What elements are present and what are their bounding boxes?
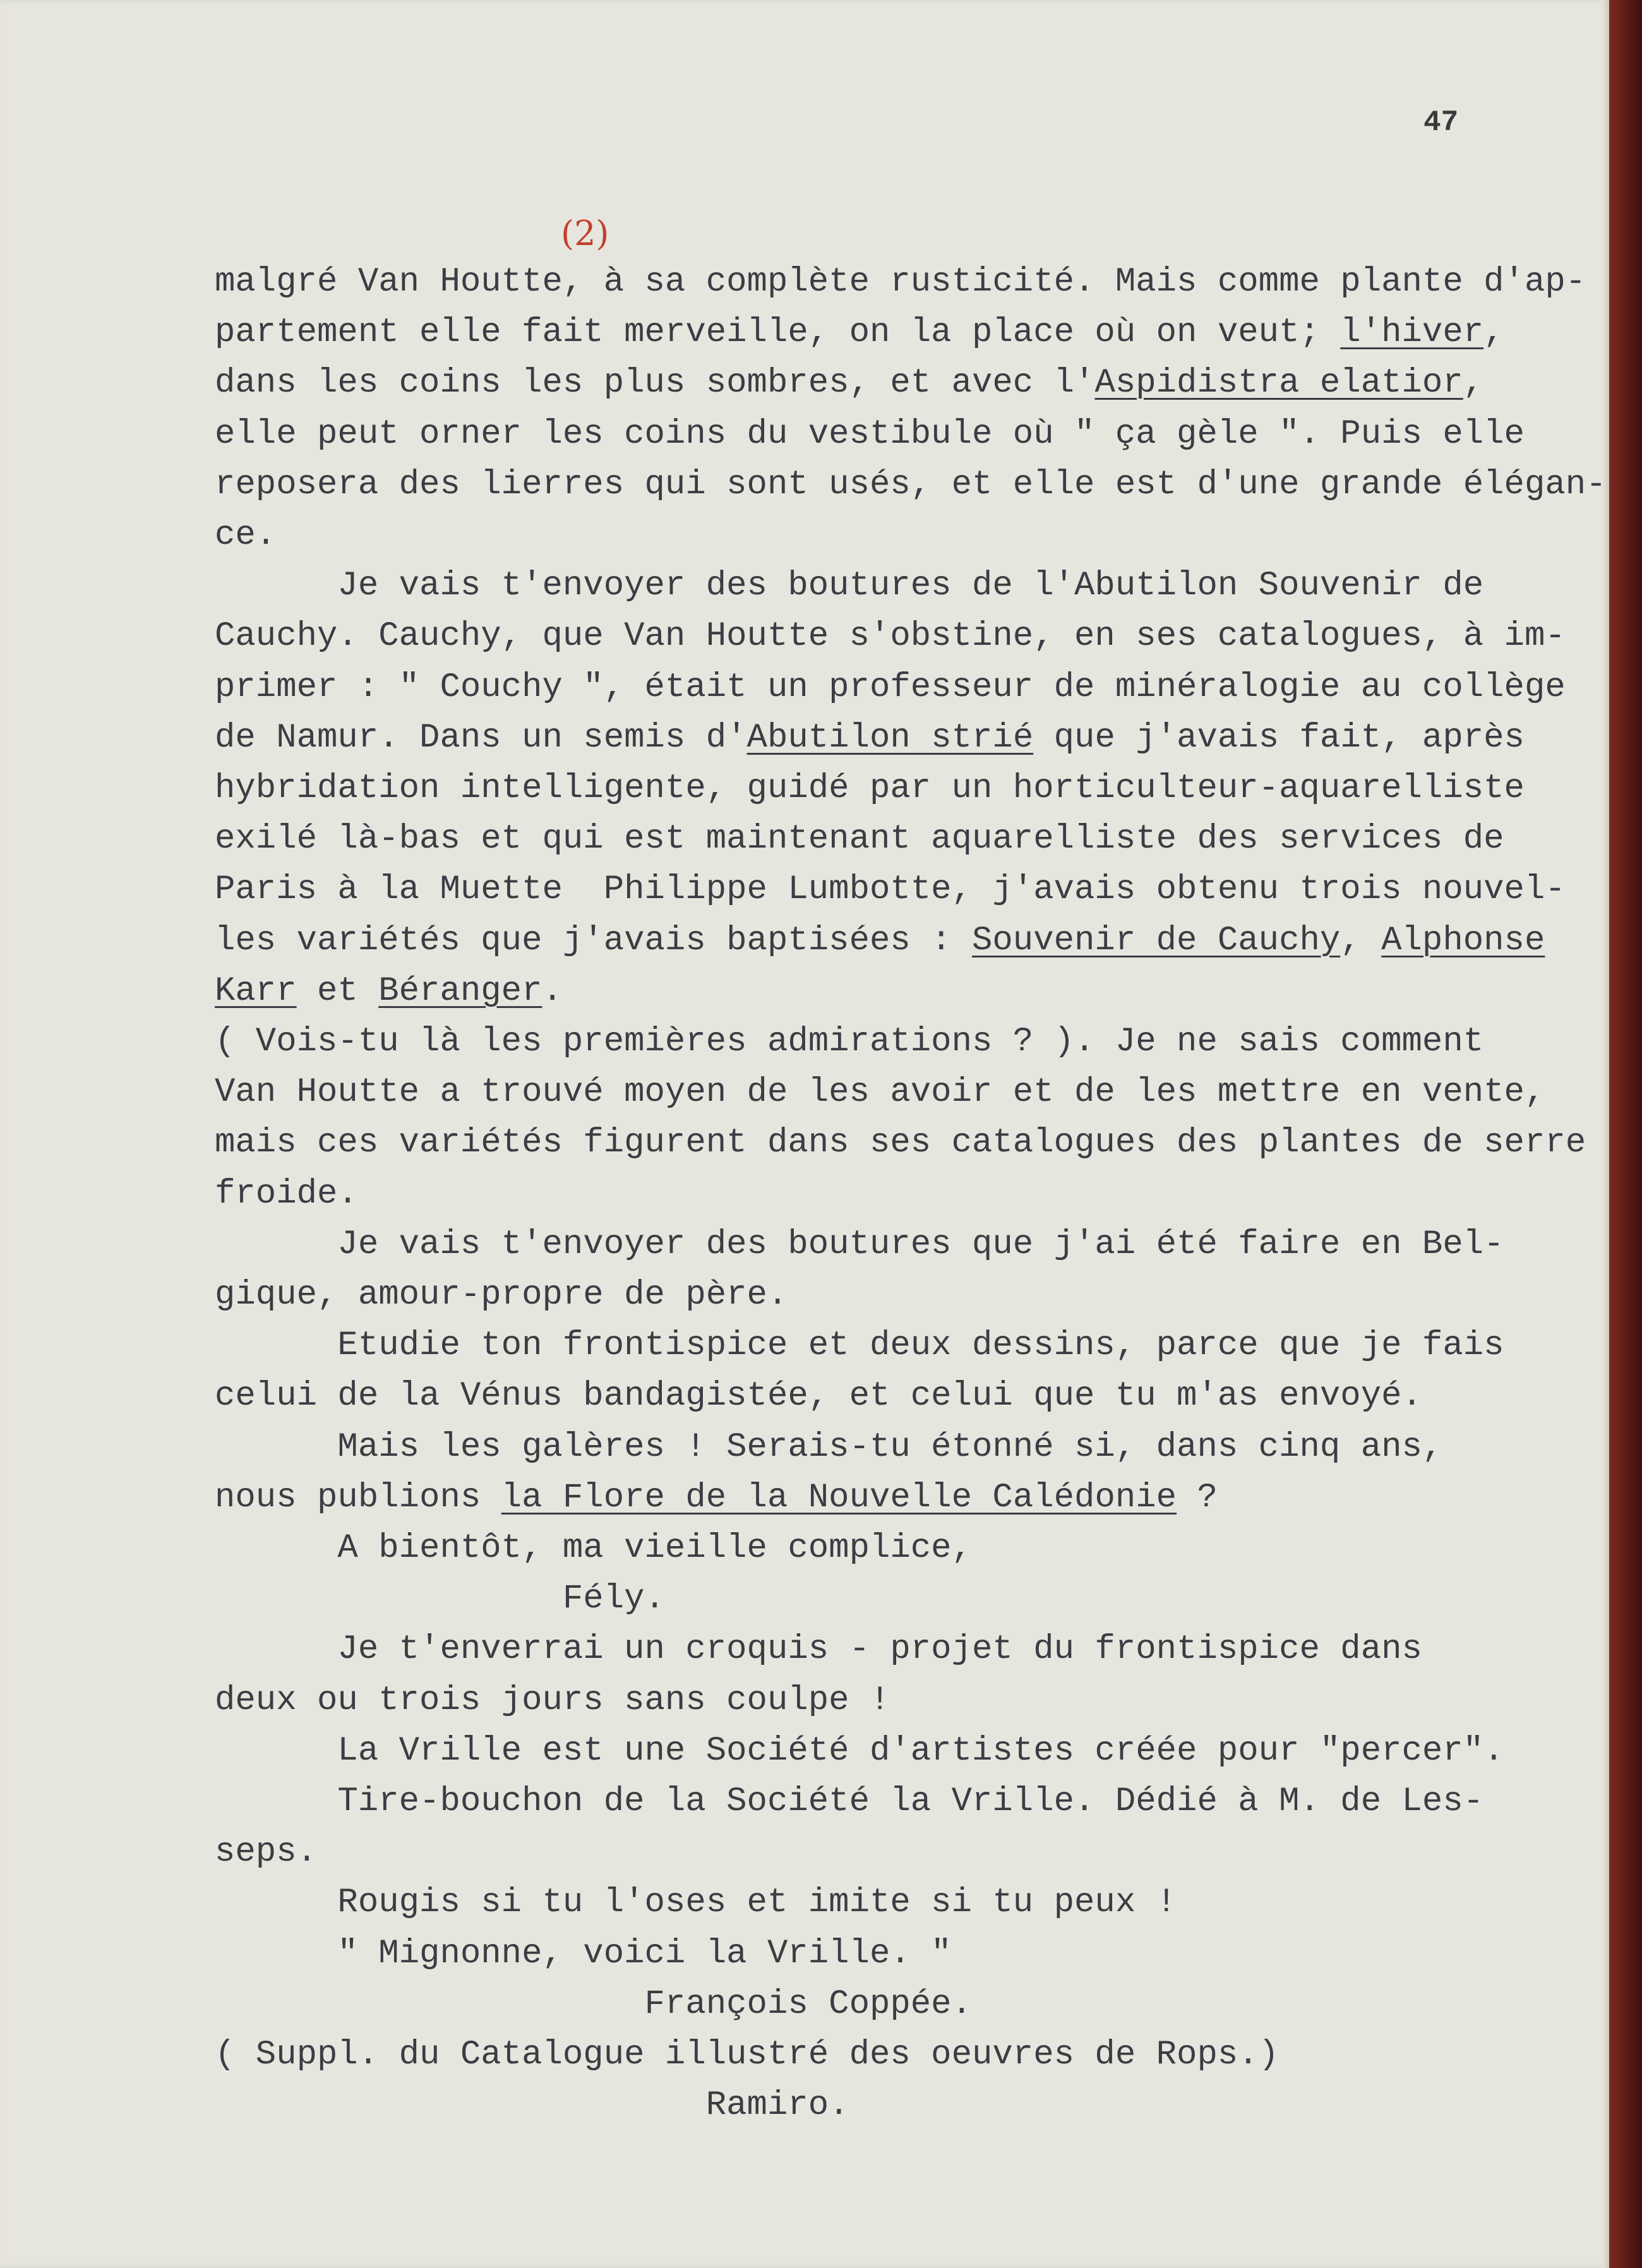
text-line [215, 1225, 1504, 1264]
text-line [215, 1377, 1422, 1416]
underlined-text: Karr [215, 971, 297, 1011]
text-segment: partement elle fait merveille, on la place où on veut; [215, 313, 1341, 352]
underlined-text: Souvenir de Cauchy [972, 921, 1341, 960]
text-segment: Fély. [215, 1580, 665, 1619]
text-segment: les variétés que j'avais baptisées : [215, 921, 972, 960]
text-line [215, 1025, 1483, 1059]
text-line [215, 1580, 665, 1619]
text-line [215, 617, 1566, 656]
text-segment: ( Vois-tu là les premières admirations ? ). Je ne sais comment [215, 1023, 1484, 1061]
text-segment: Je vais t'envoyer des boutures que j'ai été faire en Bel- [215, 1225, 1504, 1264]
text-line [215, 1883, 1177, 1923]
text-line [215, 2038, 1279, 2072]
text-line [215, 265, 1586, 299]
text-segment: Mais les galères ! Serais-tu étonné si, dans cinq ans, [215, 1427, 1443, 1467]
text-segment: François Coppée. [215, 1984, 972, 2024]
text-segment: ? [1177, 1478, 1218, 1517]
text-line [215, 516, 277, 555]
text-line [215, 313, 1504, 352]
text-line [215, 820, 1504, 859]
text-segment: seps. [215, 1833, 318, 1872]
underlined-text: Aspidistra elatior [1094, 364, 1463, 403]
text-segment: Tire-bouchon de la Société la Vrille. Dédié à M. de Les- [215, 1782, 1484, 1821]
text-line [215, 1984, 972, 2024]
text-segment: Cauchy. Cauchy, que Van Houtte s'obstine, en ses catalogues, à im- [215, 617, 1566, 656]
text-segment: A bientôt, ma vieille complice, [215, 1529, 972, 1568]
text-segment: et [296, 971, 379, 1011]
text-line [215, 1427, 1443, 1467]
text-segment: , [1463, 364, 1484, 403]
text-line [215, 1833, 318, 1872]
text-segment: Rougis si tu l'oses et imite si tu peux ! [215, 1883, 1177, 1923]
text-line [215, 567, 1484, 606]
text-segment: ce. [215, 516, 277, 555]
text-segment: Je vais t'envoyer des boutures de l'Abutilon Souvenir de [215, 567, 1484, 606]
text-line [215, 1326, 1504, 1365]
text-line [215, 1681, 890, 1720]
text-segment: celui de la Vénus bandagistée, et celui que tu m'as envoyé. [215, 1377, 1422, 1416]
underlined-text: Béranger [378, 971, 542, 1011]
text-line [215, 1278, 788, 1312]
text-line [215, 2086, 849, 2125]
text-segment: exilé là-bas et qui est maintenant aquarelliste des services de [215, 820, 1504, 859]
underlined-text: Abutilon strié [746, 718, 1034, 757]
text-segment: " Mignonne, voici la Vrille. " [215, 1934, 952, 1973]
text-line [215, 414, 1525, 453]
text-line [215, 1529, 972, 1568]
text-segment: gique, amour-propre de père. [215, 1276, 788, 1314]
text-line [215, 718, 1525, 757]
underlined-text: l'hiver [1340, 313, 1484, 352]
text-segment: que j'avais fait, après [1033, 718, 1525, 757]
text-segment: reposera des lierres qui sont usés, et elle est d'une grande élégan- [215, 465, 1607, 504]
text-line [215, 1934, 952, 1973]
text-segment: Ramiro. [215, 2086, 849, 2125]
text-segment: primer : " Couchy ", était un professeur de minéralogie au collège [215, 668, 1566, 707]
text-line [215, 1073, 1545, 1112]
text-line [215, 364, 1484, 403]
text-line [215, 1630, 1422, 1669]
page-number: 47 [1423, 106, 1459, 139]
text-line [215, 1124, 1586, 1163]
text-segment: hybridation intelligente, guidé par un horticulteur-aquarelliste [215, 769, 1525, 808]
text-segment: de Namur. Dans un semis d' [215, 718, 747, 757]
text-segment: Paris à la Muette Philippe Lumbotte, j'avais obtenu trois nouvel- [215, 870, 1566, 909]
text-segment: nous publions [215, 1478, 501, 1517]
text-line [215, 1478, 1218, 1517]
text-line [215, 1731, 1504, 1770]
text-segment: Van Houtte a trouvé moyen de les avoir et de les mettre en vente, [215, 1073, 1545, 1112]
text-segment: dans les coins les plus sombres, et avec l' [215, 364, 1095, 403]
text-line [215, 465, 1607, 504]
text-line [215, 1174, 358, 1213]
text-segment: . [542, 971, 563, 1011]
text-line [215, 870, 1566, 909]
underlined-text: Alphonse [1381, 921, 1545, 960]
text-line [215, 769, 1525, 808]
text-segment: Etudie ton frontispice et deux dessins, parce que je fais [215, 1326, 1504, 1365]
text-line [215, 971, 563, 1011]
text-segment: , [1483, 313, 1504, 352]
handwritten-annotation: (2) [561, 213, 609, 253]
text-segment: deux ou trois jours sans coulpe ! [215, 1681, 890, 1720]
text-segment: mais ces variétés figurent dans ses catalogues des plantes de serre [215, 1124, 1586, 1163]
text-line [215, 668, 1566, 707]
text-segment: froide. [215, 1174, 358, 1213]
text-segment: La Vrille est une Société d'artistes créée pour "percer". [215, 1731, 1504, 1770]
text-line [215, 921, 1545, 960]
text-segment: Je t'enverrai un croquis - projet du frontispice dans [215, 1630, 1422, 1669]
text-line [215, 1782, 1484, 1821]
text-segment: , [1340, 921, 1382, 960]
text-segment: elle peut orner les coins du vestibule où " ça gèle ". Puis elle [215, 414, 1525, 453]
underlined-text: la Flore de la Nouvelle Calédonie [501, 1478, 1177, 1517]
text-segment: malgré Van Houtte, à sa complète rusticité. Mais comme plante d'ap- [215, 263, 1586, 301]
book-binding [1609, 0, 1642, 2268]
text-segment: ( Suppl. du Catalogue illustré des oeuvres de Rops.) [215, 2036, 1279, 2074]
